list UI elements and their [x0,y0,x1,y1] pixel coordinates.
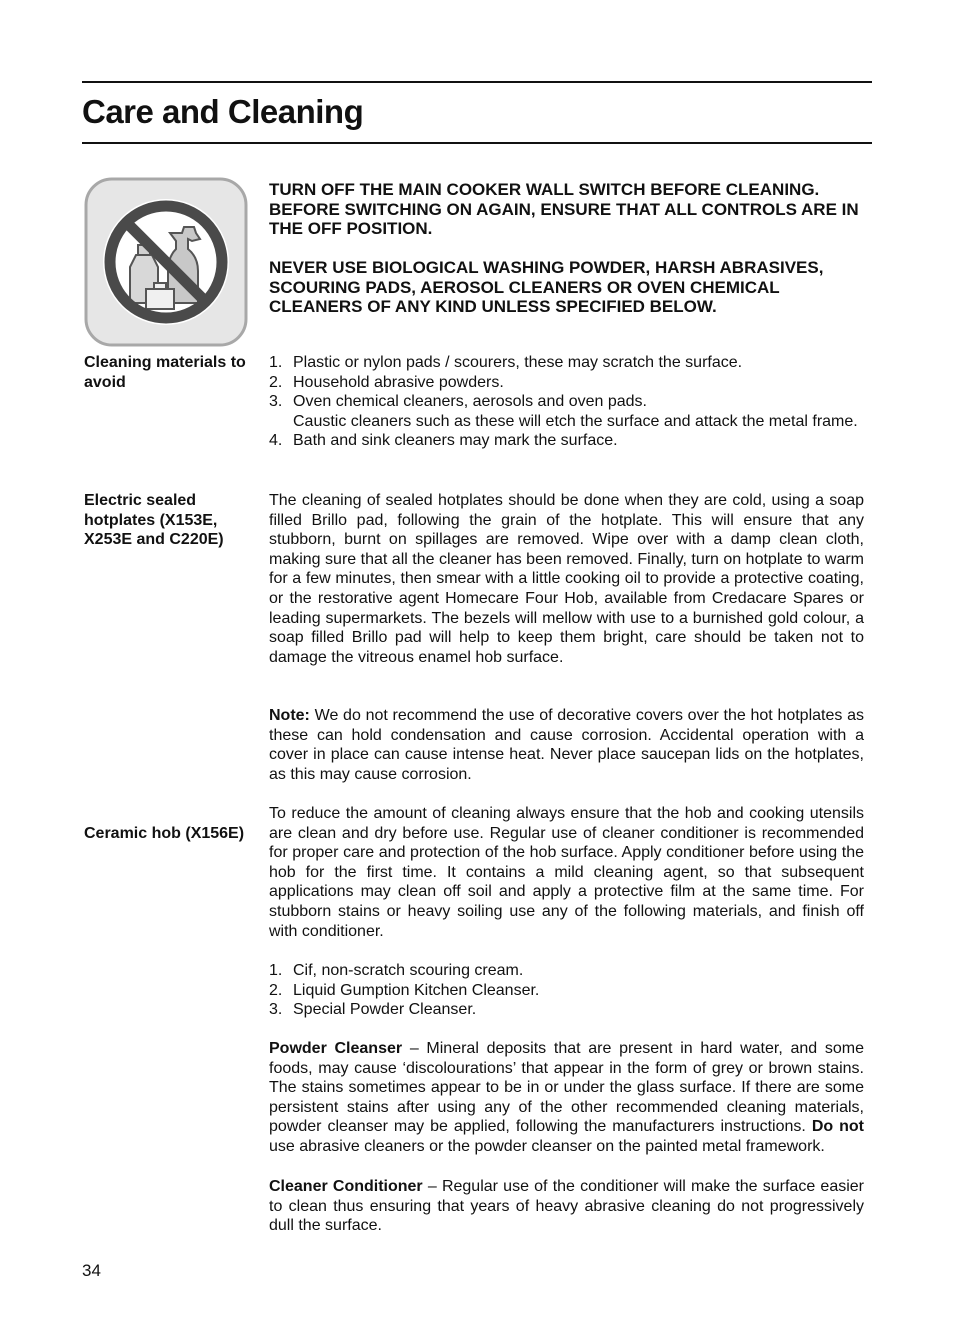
list-item: 2. Liquid Gumption Kitchen Cleanser. [269,981,540,999]
list-item: 1. Cif, non-scratch scouring cream. [269,962,524,979]
no-cleaning-chemicals-icon [84,177,248,347]
avoid-list [269,353,864,451]
list-item: 2. Household abrasive powders. [269,373,504,391]
section-label-ceramic: Ceramic hob (X156E) [84,825,245,842]
ceramic-paragraph: To reduce the amount of cleaning always ensure that the hob and cooking utensils are clean and dry before use. Regular use of cleaner conditioner is recommended for proper care and protection of the hob surface. Apply conditioner before using the hob for the first time. It contains a mild cleaning agent, so that subsequent applications may clean off soil and apply a protective film at the same time. For stubborn stains or heavy soiling use any of the following materials, and finish off with conditioner. [269,805,864,940]
page-number: 34 [82,1261,101,1280]
list-item: 1. Plastic or nylon pads / scourers, these may scratch the surface. [269,354,743,371]
ceramic-list [269,961,864,1020]
header-bottom-rule [82,142,872,144]
list-item: 3. Special Powder Cleanser. [269,1001,477,1019]
note-text: We do not recommend the use of decorative covers over the hot hotplates as these can hold condensation and cause corrosion. Accidental operation with a cover in place can cause intense heat. Never place saucepan lids on the hotplates, as this may cause corrosion. [269,707,864,783]
hotplates-paragraph: The cleaning of sealed hotplates should be done when they are cold, using a soap filled Brillo pad, following the grain of the hotplate. This will ensure that any stubborn, burnt on spillages are removed. Wipe over with a damp clean cloth, making sure that all the cleaner has been removed. Finally, turn on hotplate to warm for a few minutes, then smear with a little cooking oil to provide a protective coating, or the restorative agent Homecare Four Hob, available from Credacare Spares or leading supermarkets. The bezels will mellow with use to a burnished gold colour, a soap filled Brillo pad will help to keep them bright, care should be taken not to damage the vitreous enamel hob surface. [269,492,864,666]
cleaner-conditioner-paragraph: Cleaner Conditioner – Regular use of the conditioner will make the surface easier to clean thus ensuring that years of heavy abrasive cleaning do not progressively dull the surface. [269,1178,865,1235]
warning-switch-off: TURN OFF THE MAIN COOKER WALL SWITCH BEFORE CLEANING. BEFORE SWITCHING ON AGAIN, ENSURE THAT ALL CONTROLS ARE IN THE OFF POSITION. [269,180,859,239]
do-not-label: Do not [811,1118,864,1136]
list-item: 4. Bath and sink cleaners may mark the surface. [269,432,618,450]
list-item: 3. Oven chemical cleaners, aerosols and oven pads. Caustic cleaners such as these will etch the surface and attack the metal frame. [269,393,858,430]
hotplates-note [269,706,864,784]
section-label-avoid: Cleaning materials to avoid [84,354,246,391]
page-title: Care and Cleaning [82,93,364,130]
powder-cleanser-paragraph: Powder Cleanser – Mineral deposits that are present in hard water, and some foods, may cause ‘discolourations’ that appear in the form of grey or brown stains. The stains sometimes appear to be in or under the glass surface. If there are some persistent stains after using any of the other recommended cleaning materials, powder cleanser may be applied, following the manufacturers instructions. Do not use abrasive cleaners or the powder cleanser on the painted metal framework. [269,1040,864,1155]
section-label-hotplates: Electric sealed hotplates (X153E, X253E and C220E) [84,492,224,549]
note-label: Note: [269,707,310,724]
cleaner-conditioner-label: Cleaner Conditioner [269,1178,423,1195]
warning-never-use: NEVER USE BIOLOGICAL WASHING POWDER, HARSH ABRASIVES, SCOURING PADS, AEROSOL CLEANERS OR OVEN CHEMICAL CLEANERS OF ANY KIND UNLESS SPECIFIED BELOW. [269,258,824,317]
header-top-rule [82,81,872,83]
powder-cleanser-label: Powder Cleanser [269,1040,403,1057]
